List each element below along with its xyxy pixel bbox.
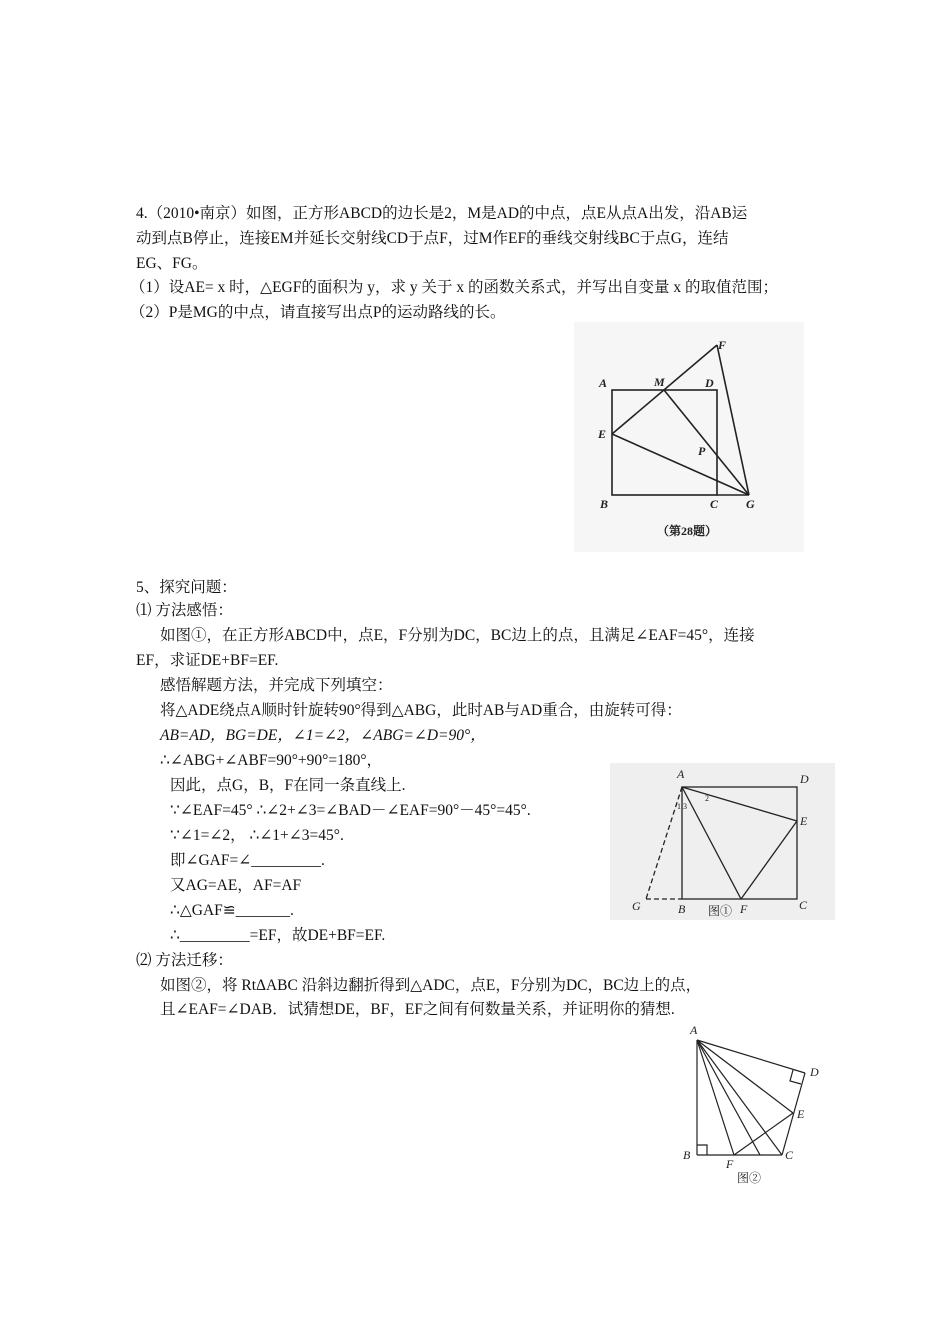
figure2-diagram — [680, 1020, 830, 1190]
part1-line2: EF，求证DE+BF=EF. — [136, 652, 279, 669]
fig1-label-F: F — [740, 902, 748, 916]
problem5-title: 5、探究问题： — [136, 579, 237, 596]
label-E: E — [598, 427, 607, 441]
label-G: G — [746, 497, 755, 511]
part1-line5: AB=AD，BG=DE，∠1=∠2，∠ABG=∠D=90°， — [160, 727, 486, 744]
part1-line6: ∴∠ABG+∠ABF=90°+90°=180°， — [160, 752, 383, 769]
problem4-line1: 4.（2010•南京）如图，正方形ABCD的边长是2，M是AD的中点，点E从点A出发，沿AB运 — [136, 205, 748, 222]
part1-line8: ∵∠EAF=45° ∴∠2+∠3=∠BAD－∠EAF=90°－45°=45°. — [170, 802, 531, 819]
problem4-question2: （2）P是MG的中点，请直接写出点P的运动路线的长。 — [130, 304, 506, 321]
figure1 — [610, 763, 835, 920]
square-abcd-diagram — [574, 322, 804, 552]
label-F: F — [718, 338, 727, 352]
fig1-label-B: B — [678, 902, 686, 916]
part2-line2: 且∠EAF=∠DAB．试猜想DE，BF，EF之间有何数量关系，并证明你的猜想. — [160, 1001, 675, 1018]
fig2-caption: 图② — [737, 1171, 762, 1185]
part1-title: ⑴ 方法感悟： — [136, 602, 233, 619]
fig2-label-B: B — [683, 1148, 691, 1162]
label-P: P — [698, 444, 706, 458]
problem4-line3: EG、FG。 — [136, 255, 208, 272]
part2-line1: 如图②，将 RtΔABC 沿斜边翻折得到△ADC，点E，F分别为DC，BC边上的点， — [160, 977, 702, 994]
part1-line9: ∵∠1=∠2， ∴∠1+∠3=45°. — [170, 827, 344, 844]
part1-line12: ∴△GAF≌_______. — [170, 902, 294, 919]
fig1-label-E: E — [800, 814, 808, 828]
part1-line4: 将△ADE绕点A顺时针旋转90°得到△ABG，此时AB与AD重合，由旋转可得： — [160, 702, 682, 719]
label-M: M — [654, 375, 665, 389]
figure2 — [680, 1020, 830, 1190]
problem4-figure — [574, 322, 804, 552]
fig2-label-D: D — [810, 1065, 819, 1079]
fig2-label-F: F — [726, 1157, 734, 1171]
problem4-question1: （1）设AE= x 时，△EGF的面积为 y，求 y 关于 x 的函数关系式，并写出自变量 x 的取值范围； — [130, 279, 778, 296]
fig2-label-E: E — [797, 1107, 805, 1121]
fig1-label-G: G — [632, 899, 641, 913]
fig1-angle-1: 1 — [677, 802, 681, 811]
fig2-label-C: C — [785, 1148, 794, 1162]
fig1-label-C: C — [799, 898, 808, 912]
fig1-label-A: A — [677, 767, 685, 781]
part1-line11: 又AG=AE，AF=AF — [170, 877, 302, 894]
label-D: D — [705, 376, 714, 390]
label-B: B — [600, 497, 609, 511]
fig1-angle-3: 3 — [683, 802, 687, 811]
problem4-line2: 动到点B停止，连接EM并延长交射线CD于点F，过M作EF的垂线交射线BC于点G，连结 — [136, 230, 729, 247]
fig1-angle-2: 2 — [705, 794, 709, 803]
part1-line10: 即∠GAF=∠_________. — [170, 852, 325, 869]
part1-line7: 因此，点G，B，F在同一条直线上. — [170, 777, 406, 794]
part1-line13: ∴_________=EF，故DE+BF=EF. — [170, 927, 386, 944]
fig1-caption: 图① — [708, 904, 733, 918]
figure1-diagram — [610, 763, 835, 920]
fig2-label-A: A — [690, 1023, 698, 1037]
label-A: A — [599, 376, 608, 390]
figure-caption: （第28题） — [657, 524, 718, 538]
part1-line3: 感悟解题方法，并完成下列填空： — [160, 677, 393, 694]
fig1-label-D: D — [800, 772, 809, 786]
part1-line1: 如图①，在正方形ABCD中，点E，F分别为DC，BC边上的点，且满足∠EAF=45°，连接 — [160, 627, 755, 644]
label-C: C — [710, 497, 719, 511]
part2-title: ⑵ 方法迁移： — [136, 952, 233, 969]
